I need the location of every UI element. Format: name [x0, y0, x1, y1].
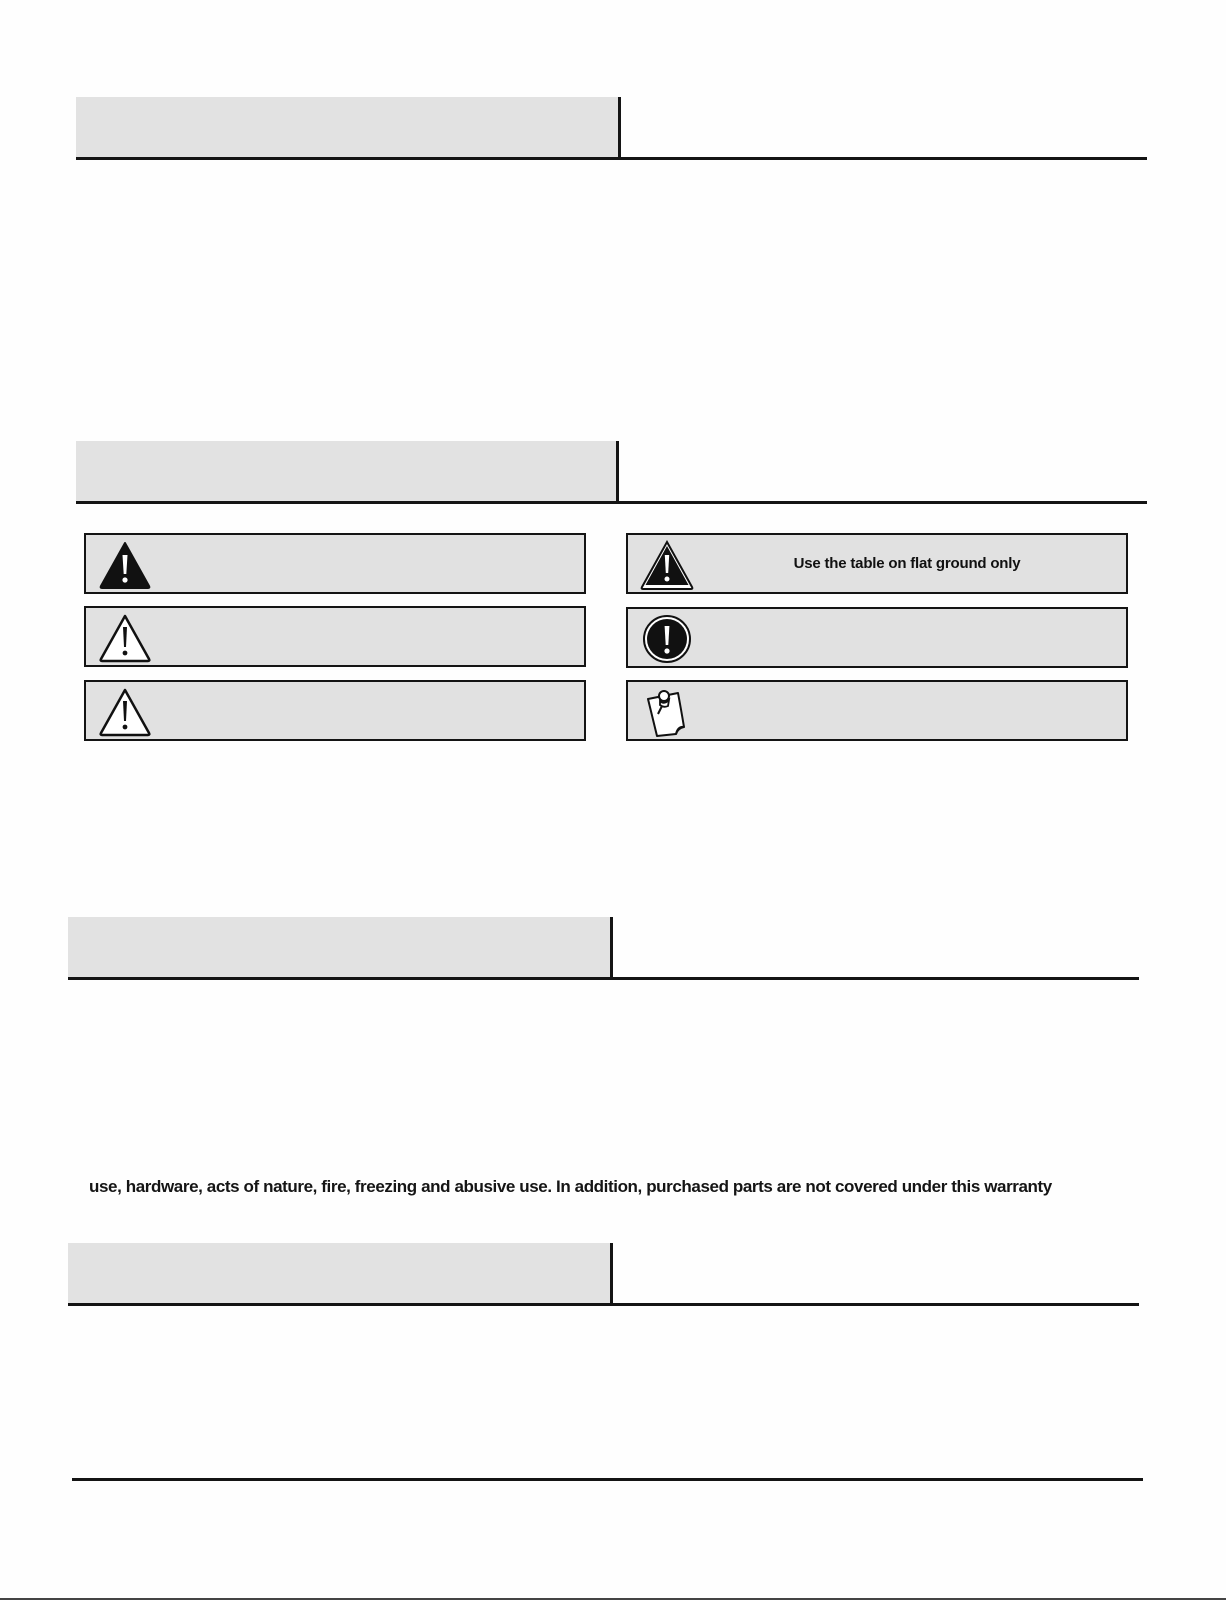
section-header-3: [68, 917, 1139, 980]
important-notice-box: [626, 607, 1128, 668]
warning-notice-box: [84, 606, 586, 667]
exclamation-circle-icon: [640, 614, 694, 664]
flat-ground-notice-box: [626, 533, 1128, 594]
pinned-note-icon: [640, 687, 694, 737]
warning-triangle-outline-icon: [98, 687, 152, 737]
section-header-1: [76, 97, 1147, 160]
caution-notice-box: [84, 680, 586, 741]
warning-triangle-filled-icon: [98, 540, 152, 590]
section-header-tab: [68, 1243, 613, 1303]
warning-triangle-outline-icon: [98, 613, 152, 663]
warranty-exclusions-text: use, hardware, acts of nature, fire, freezing and abusive use. In addition, purchased parts are not covered under this warranty: [89, 1177, 1052, 1196]
note-box: [626, 680, 1128, 741]
section-header-tab: [76, 441, 619, 501]
danger-notice-box: [84, 533, 586, 594]
warning-notice-label: [156, 608, 574, 665]
important-notice-label: [698, 609, 1116, 666]
footer-divider: [72, 1478, 1143, 1481]
flat-ground-notice-label: Use the table on flat ground only: [793, 555, 1021, 572]
section-header-4: [68, 1243, 1139, 1306]
section-header-tab: [68, 917, 613, 977]
caution-notice-label: [156, 682, 574, 739]
section-header-2: [76, 441, 1147, 504]
note-label: [698, 682, 1116, 739]
danger-notice-label: [156, 535, 574, 592]
section-header-tab: [76, 97, 621, 157]
warning-triangle-filled-icon: [640, 540, 694, 590]
